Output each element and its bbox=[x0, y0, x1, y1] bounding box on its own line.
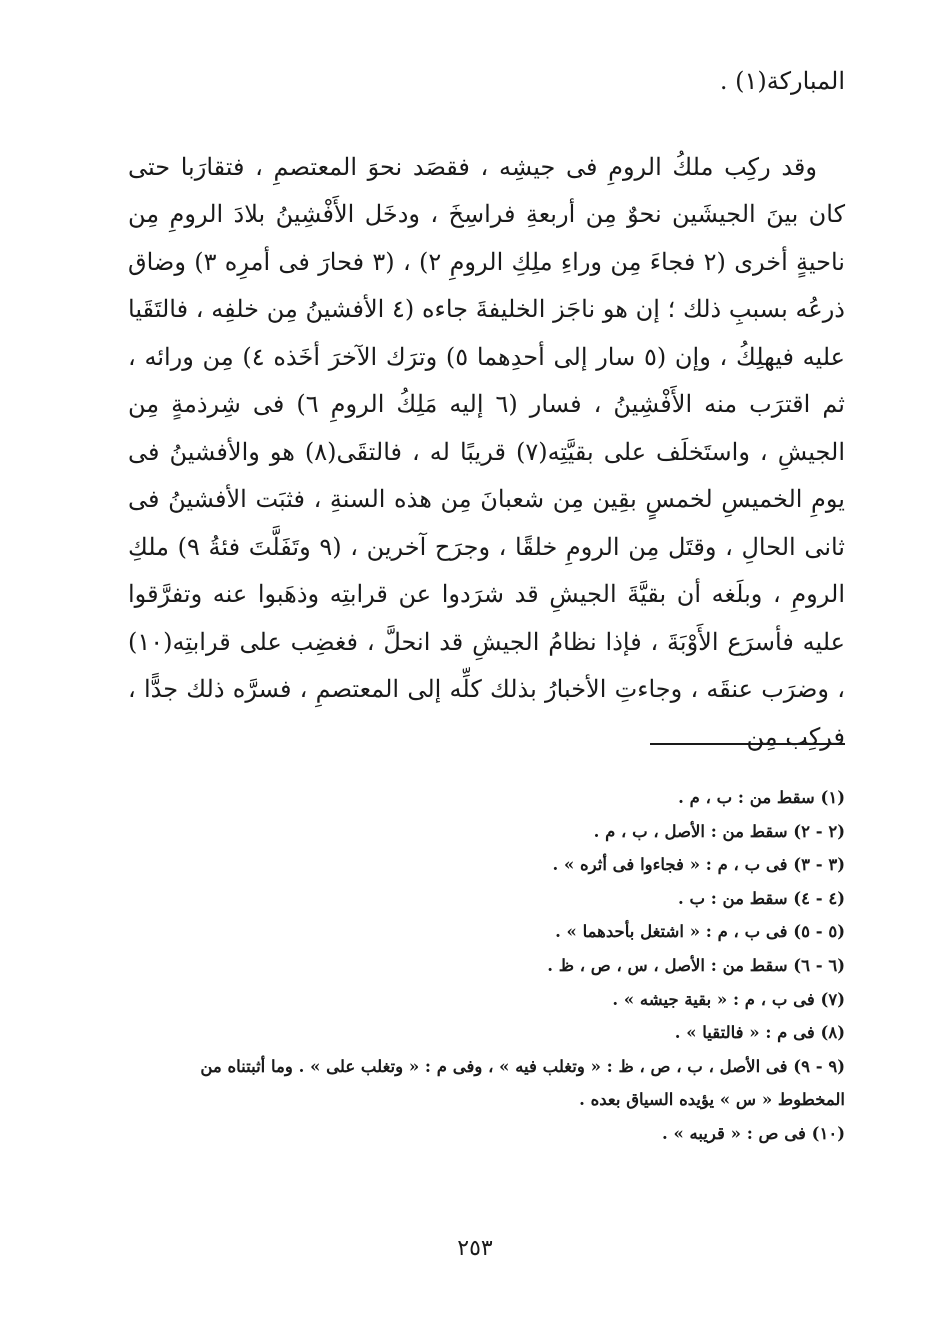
main-text bbox=[128, 58, 845, 761]
page-number: ٢٥٣ bbox=[457, 1236, 493, 1261]
footnote: (٤ - ٤) سقط من : ب . bbox=[677, 888, 845, 908]
paragraph-continued: المباركة(١) . bbox=[719, 67, 845, 95]
footnote: (١٠) فى ص : « قريبه » . bbox=[661, 1123, 845, 1143]
footnote: (٨) فى م : « فالتقيا » . bbox=[674, 1023, 845, 1043]
footnote-separator bbox=[650, 743, 845, 745]
footnotes bbox=[128, 781, 845, 1151]
footnote: (٥ - ٥) فى ب ، م : « اشتغل بأحدهما » . bbox=[555, 922, 845, 942]
footnote: (٢ - ٢) سقط من : الأصل ، ب ، م . bbox=[593, 821, 845, 841]
footnote: (٩ - ٩) فى الأصل ، ب ، ص ، ظ : « وتغلب فيه » ، وفى م : « وتغلب على » . وما أثبتناه من المخطوط « س » يؤيده السياق بعده . bbox=[200, 1056, 845, 1110]
footnote: (٦ - ٦) سقط من : الأصل ، س ، ص ، ظ . bbox=[547, 955, 845, 975]
footnote: (٣ - ٣) فى ب ، م : « فجاءوا فى أثره » . bbox=[552, 855, 845, 875]
footnote: (١) سقط من : ب ، م . bbox=[678, 788, 845, 807]
paragraph: وقد ركِب ملكُ الرومِ فى جيشِه ، فقصَد نحوَ المعتصمِ ، فتقارَبا حتى كان بينَ الجيشَين نحوٌ مِن أربعةِ فراسِخَ ، ودخَل الأَفْشِينُ بلادَ الرومِ مِن ناحيةٍ أخرى (٢ فجاءَ مِن وراءِ ملِكِ الرومِ ٢) ، (٣ فحارَ فى أمرِه ٣) وضاق ذرعُه بسببِ ذلك ؛ إن هو ناجَز الخليفةَ جاءه (٤ الأفشينُ مِن خلفِه ، فالتَقَيا عليه فيهلِكُ ، وإن (٥ سار إلى أحدِهما ٥) وترَك الآخرَ أخَذه ٤) مِن ورائه ، ثم اقترَب منه الأَفْشِينُ ، فسار (٦ إليه مَلِكُ الرومِ ٦) فى شِرذمةٍ مِن الجيشِ ، واستَخلَف على بقيَّتِه(٧) قريبًا له ، فالتقَى(٨) هو والأفشينُ فى يومِ الخميسِ لخمسٍ بقِين مِن شعبانَ مِن هذه السنةِ ، فثبَت الأفشينُ فى ثانى الحالِ ، وقتَل مِن الرومِ خلقًا ، وجرَح آخرين ، (٩ وتَفَلَّتَ فئةُ ٩) ملكِ الرومِ ، وبلَغه أن بقيَّةَ الجيشِ قد شرَدوا عن قرابتِه وذهَبوا عنه وتفرَّقوا عليه فأسرَع الأَوْبَةَ ، فإذا نظامُ الجيشِ قد انحلَّ ، فغضِب على قرابتِه(١٠) ، وضرَب عنقَه ، وجاءتِ الأخبارُ بذلك كلِّه إلى المعتصمِ ، فسرَّه ذلك جدًّا ، فركِب مِن bbox=[128, 152, 846, 751]
footnote: (٧) فى ب ، م : « بقية جيشه » . bbox=[612, 989, 845, 1009]
